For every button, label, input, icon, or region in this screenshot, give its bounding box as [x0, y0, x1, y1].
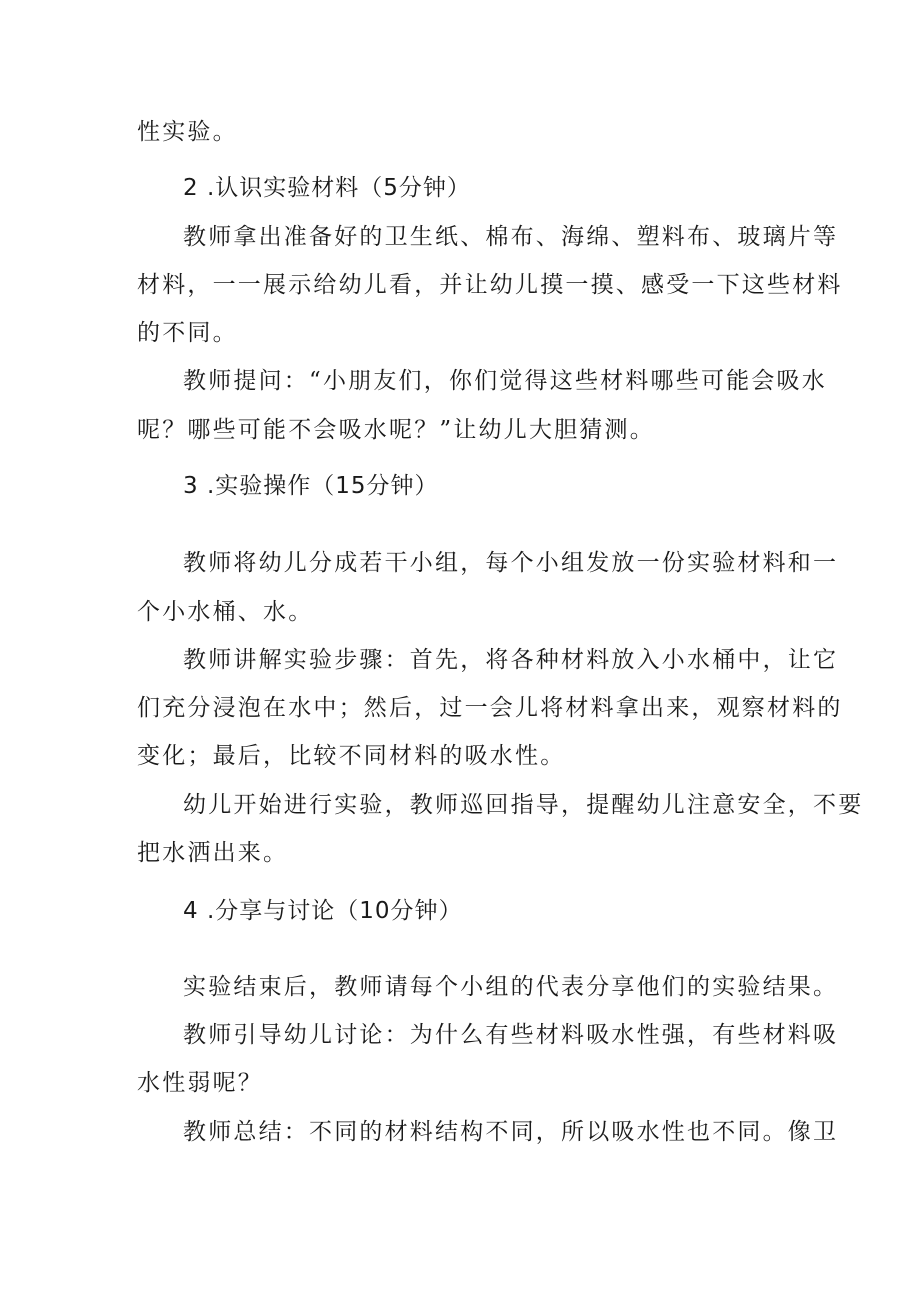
paragraph-line: 教师提问：“小朋友们，你们觉得这些材料哪些可能会吸水 [183, 368, 827, 394]
paragraph-line: 材料，一一展示给幼儿看，并让幼儿摸一摸、感受一下这些材料 [137, 272, 843, 298]
paragraph-line: 教师引导幼儿讨论：为什么有些材料吸水性强，有些材料吸 [183, 1022, 839, 1048]
paragraph-line: 的不同。 [137, 320, 238, 346]
section-heading-4: 4 .分享与讨论（10分钟） [183, 898, 463, 924]
paragraph-line: 变化；最后，比较不同材料的吸水性。 [137, 743, 566, 769]
paragraph-line: 们充分浸泡在水中；然后，过一会儿将材料拿出来，观察材料的 [137, 695, 843, 721]
paragraph-line: 幼儿开始进行实验，教师巡回指导，提醒幼儿注意安全，不要 [183, 792, 864, 818]
paragraph-line: 教师将幼儿分成若干小组，每个小组发放一份实验材料和一 [183, 550, 839, 576]
section-heading-2: 2 .认识实验材料（5分钟） [183, 175, 471, 201]
paragraph-line: 教师总结：不同的材料结构不同，所以吸水性也不同。像卫 [183, 1119, 839, 1145]
paragraph-line: 个小水桶、水。 [137, 599, 314, 625]
paragraph-line: 把水洒出来。 [137, 840, 289, 866]
paragraph-line: 呢？哪些可能不会吸水呢？”让幼儿大胆猜测。 [137, 417, 655, 443]
paragraph-line: 实验结束后，教师请每个小组的代表分享他们的实验结果。 [183, 974, 839, 1000]
paragraph-line: 水性弱呢？ [137, 1070, 263, 1096]
section-heading-3: 3 .实验操作（15分钟） [183, 473, 439, 499]
paragraph-line: 教师讲解实验步骤：首先，将各种材料放入小水桶中，让它 [183, 647, 839, 673]
paragraph-line: 教师拿出准备好的卫生纸、棉布、海绵、塑料布、玻璃片等 [183, 224, 839, 250]
paragraph-line: 性实验。 [137, 119, 238, 145]
